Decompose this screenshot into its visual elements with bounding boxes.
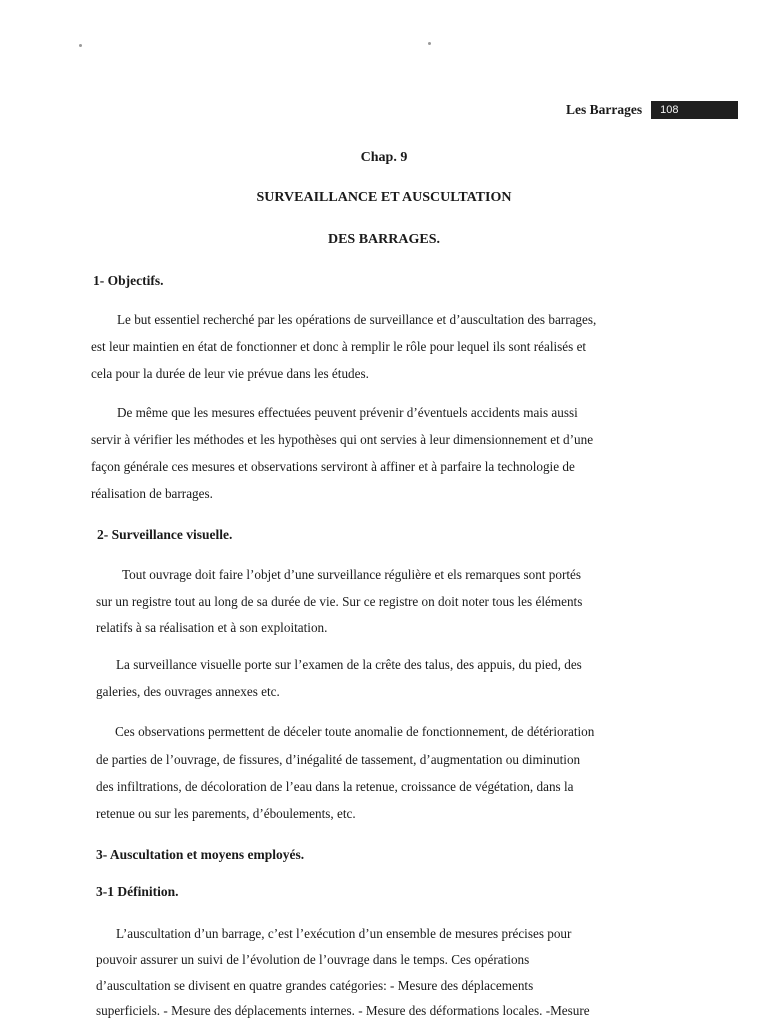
paragraph-line: d’auscultation se divisent en quatre grandes catégories: - Mesure des déplacements — [96, 978, 534, 993]
paragraph-line: superficiels. - Mesure des déplacements internes. - Mesure des déformations locales. -Mesure — [96, 1003, 590, 1018]
paragraph-line: de parties de l’ouvrage, de fissures, d’inégalité de tassement, d’augmentation ou diminution — [96, 752, 581, 767]
paragraph-line: La surveillance visuelle porte sur l’examen de la crête des talus, des appuis, du pied, des — [116, 657, 582, 672]
paragraph-line: des infiltrations, de décoloration de l’eau dans la retenue, croissance de végétation, dans la — [96, 779, 574, 794]
paragraph-line: Ces observations permettent de déceler toute anomalie de fonctionnement, de détérioration — [115, 724, 595, 739]
paragraph-line: L’auscultation d’un barrage, c’est l’exécution d’un ensemble de mesures précises pour — [116, 926, 572, 941]
section-heading-auscultation: 3- Auscultation et moyens employés. — [96, 847, 305, 862]
paragraph-line: Le but essentiel recherché par les opérations de surveillance et d’auscultation des barrages, — [117, 312, 597, 327]
paragraph-line: réalisation de barrages. — [91, 486, 213, 501]
paragraph-line: sur un registre tout au long de sa durée de vie. Sur ce registre on doit noter tous les éléments — [96, 594, 583, 609]
section-heading-objectifs: 1- Objectifs. — [93, 273, 164, 288]
paragraph-line: servir à vérifier les méthodes et les hypothèses qui ont servies à leur dimensionnement et d’une — [91, 432, 594, 447]
paragraph-line: retenue ou sur les parements, d’éboulements, etc. — [96, 806, 356, 821]
section-heading-definition: 3-1 Définition. — [96, 884, 179, 899]
chapter-title-line-2: DES BARRAGES. — [327, 232, 441, 247]
paragraph-line: pouvoir assurer un suivi de l’évolution de l’ouvrage dans le temps. Ces opérations — [96, 952, 530, 967]
paragraph-line: façon générale ces mesures et observations serviront à affiner et à parfaire la technologie de — [91, 459, 575, 474]
scan-speck — [79, 44, 82, 47]
page-number: 108 — [651, 101, 738, 119]
paragraph-line: relatifs à sa réalisation et à son exploitation. — [96, 620, 328, 635]
scan-speck — [428, 42, 431, 45]
running-title: Les Barrages — [566, 102, 643, 117]
paragraph-line: De même que les mesures effectuées peuvent prévenir d’éventuels accidents mais aussi — [117, 405, 578, 420]
paragraph-line: Tout ouvrage doit faire l’objet d’une surveillance régulière et els remarques sont portés — [122, 567, 582, 582]
chapter-title-line-1: SURVEAILLANCE ET AUSCULTATION — [256, 190, 512, 205]
paragraph-line: galeries, des ouvrages annexes etc. — [96, 684, 280, 699]
paragraph-line: est leur maintien en état de fonctionner et donc à remplir le rôle pour lequel ils sont réalisés et — [91, 339, 587, 354]
paragraph-line: cela pour la durée de leur vie prévue dans les études. — [91, 366, 369, 381]
running-header — [566, 101, 738, 119]
section-heading-surveillance-visuelle: 2- Surveillance visuelle. — [97, 527, 233, 542]
chapter-label: Chap. 9 — [360, 150, 408, 165]
